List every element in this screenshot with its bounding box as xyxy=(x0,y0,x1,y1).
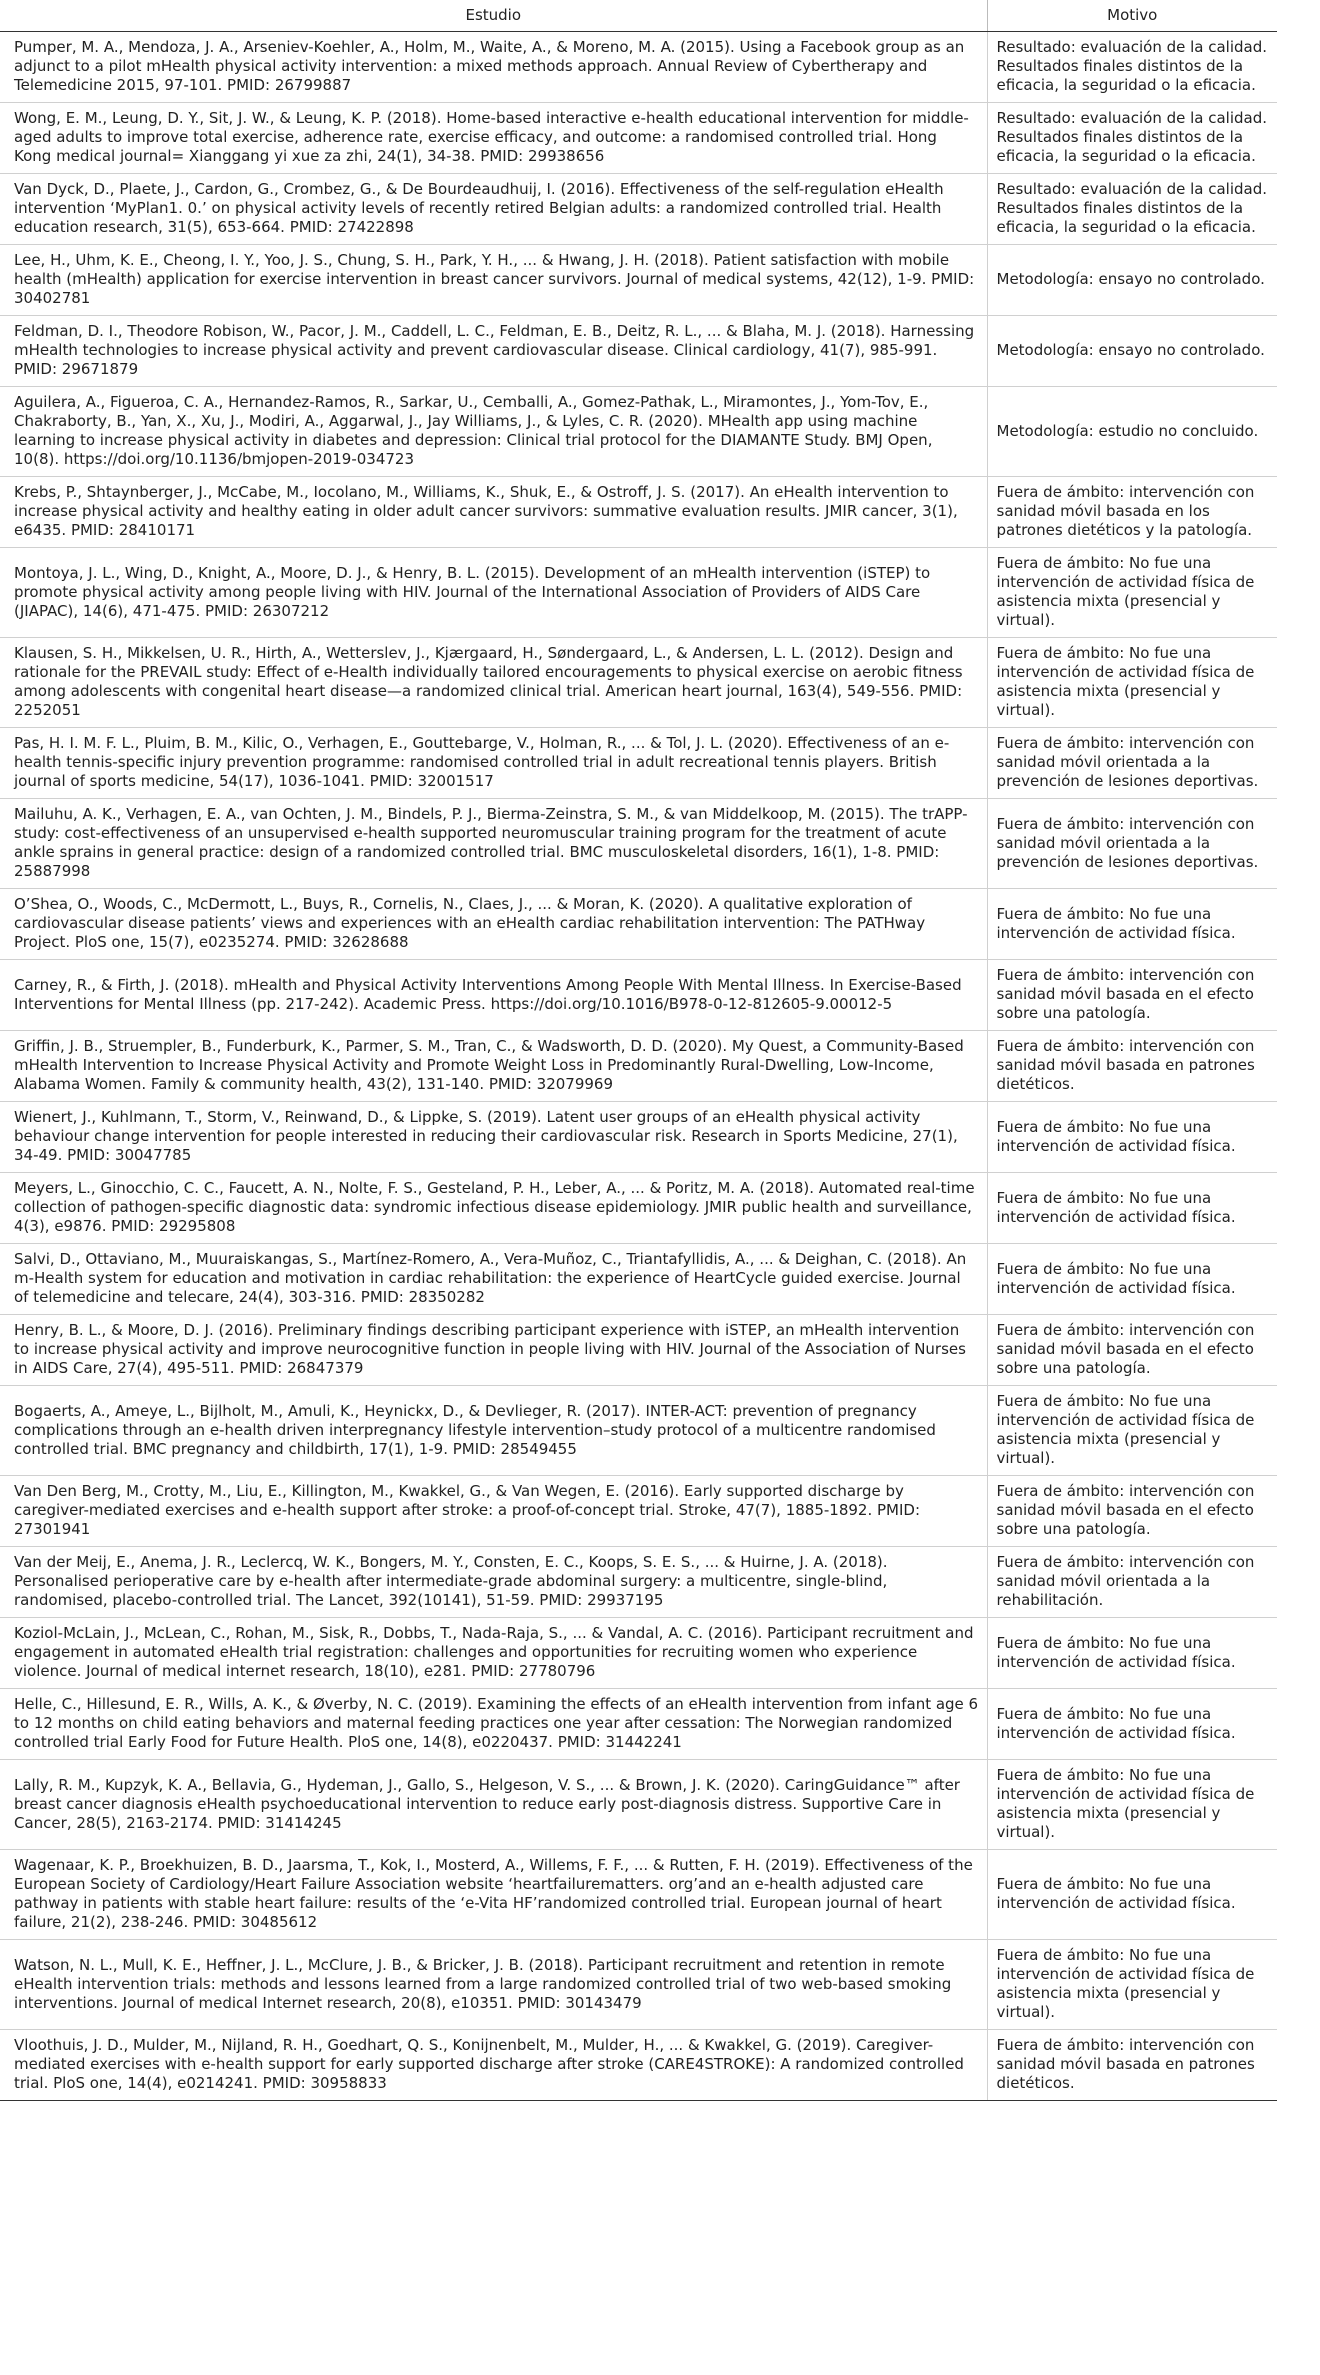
reason-line: Fuera de ámbito: No fue una intervención de actividad física. xyxy=(996,1259,1236,1297)
exclusion-reason xyxy=(987,32,1277,103)
exclusion-reason xyxy=(987,174,1277,245)
table-body xyxy=(0,32,1277,2101)
study-citation: Mailuhu, A. K., Verhagen, E. A., van Ochten, J. M., Bindels, P. J., Bierma-Zeinstra, S. M., & van Middelkoop, M. (2015). The trAPP-study: cost-effectiveness of an unsupervised e-health supported neuromuscular training program for the treatment of acute ankle sprains in general practice: design of a randomized controlled trial. BMC musculoskeletal disorders, 16(1), 1-8. PMID: 25887998 xyxy=(0,799,987,889)
reason-line: Metodología: ensayo no controlado. xyxy=(996,270,1265,288)
reason-line: Fuera de ámbito: intervención con sanidad móvil orientada a la prevención de lesiones deportivas. xyxy=(996,734,1259,790)
reason-line: Fuera de ámbito: intervención con sanidad móvil basada en los patrones dietéticos y la patología. xyxy=(996,483,1255,539)
table-row xyxy=(0,387,1277,477)
study-citation: Krebs, P., Shtaynberger, J., McCabe, M., Iocolano, M., Williams, K., Shuk, E., & Ostroff, J. S. (2017). An eHealth intervention to increase physical activity and healthy eating in older adult cancer survivors: summative evaluation results. JMIR cancer, 3(1), e6435. PMID: 28410171 xyxy=(0,477,987,548)
reason-line: Resultados finales distintos de la eficacia, la seguridad o la eficacia. xyxy=(996,128,1256,165)
exclusion-reason xyxy=(987,1102,1277,1173)
reason-line: Fuera de ámbito: intervención con sanidad móvil orientada a la prevención de lesiones deportivas. xyxy=(996,814,1259,871)
table-row xyxy=(0,1031,1277,1102)
reason-line: Resultado: evaluación de la calidad. xyxy=(996,38,1268,56)
study-citation: Feldman, D. I., Theodore Robison, W., Pacor, J. M., Caddell, L. C., Feldman, E. B., Deitz, R. L., ... & Blaha, M. J. (2018). Harnessing mHealth technologies to increase physical activity and prevent cardiovascular disease. Clinical cardiology, 41(7), 985-991. PMID: 29671879 xyxy=(0,316,987,387)
header-row xyxy=(0,0,1277,32)
reason-line: Metodología: ensayo no controlado. xyxy=(996,341,1265,359)
reason-line: Fuera de ámbito: No fue una intervención de actividad física de asistencia mixta (presencial y virtual). xyxy=(996,1392,1255,1467)
study-citation: Van Dyck, D., Plaete, J., Cardon, G., Crombez, G., & De Bourdeaudhuij, I. (2016). Effectiveness of the self-regulation eHealth intervention ‘MyPlan1. 0.’ on physical activity levels of recently retired Belgian adults: a randomized controlled trial. Health education research, 31(5), 653-664. PMID: 27422898 xyxy=(0,174,987,245)
table-row xyxy=(0,1940,1277,2030)
study-citation: Henry, B. L., & Moore, D. J. (2016). Preliminary findings describing participant experience with iSTEP, an mHealth intervention to increase physical activity and improve neurocognitive function in people living with HIV. Journal of the Association of Nurses in AIDS Care, 27(4), 495-511. PMID: 26847379 xyxy=(0,1315,987,1386)
table-row xyxy=(0,174,1277,245)
table-row xyxy=(0,1476,1277,1547)
study-citation: Van der Meij, E., Anema, J. R., Leclercq, W. K., Bongers, M. Y., Consten, E. C., Koops, S. E. S., ... & Huirne, J. A. (2018). Personalised perioperative care by e-health after intermediate-grade abdominal surgery: a multicentre, single-blind, randomised, placebo-controlled trial. The Lancet, 392(10141), 51-59. PMID: 29937195 xyxy=(0,1547,987,1618)
exclusion-reason xyxy=(987,1760,1277,1850)
table-row xyxy=(0,889,1277,960)
study-citation: Koziol-McLain, J., McLean, C., Rohan, M., Sisk, R., Dobbs, T., Nada-Raja, S., ... & Vandal, A. C. (2016). Participant recruitment and engagement in automated eHealth trial registration: challenges and opportunities for recruiting women who experience violence. Journal of medical internet research, 18(10), e281. PMID: 27780796 xyxy=(0,1618,987,1689)
study-citation: Pumper, M. A., Mendoza, J. A., Arseniev-Koehler, A., Holm, M., Waite, A., & Moreno, M. A. (2015). Using a Facebook group as an adjunct to a pilot mHealth physical activity intervention: a mixed methods approach. Annual Review of Cybertherapy and Telemedicine 2015, 97-101. PMID: 26799887 xyxy=(0,32,987,103)
exclusion-reason xyxy=(987,1850,1277,1940)
table-row xyxy=(0,960,1277,1031)
column-header-reason: Motivo xyxy=(987,0,1277,32)
exclusion-reason xyxy=(987,1547,1277,1618)
table-row xyxy=(0,1760,1277,1850)
reason-line: Fuera de ámbito: No fue una intervención de actividad física. xyxy=(996,1875,1236,1912)
reason-line: Metodología: estudio no concluido. xyxy=(996,421,1259,440)
table-row xyxy=(0,638,1277,728)
exclusion-reason xyxy=(987,728,1277,799)
reason-line: Resultado: evaluación de la calidad. xyxy=(996,180,1268,198)
exclusion-reason xyxy=(987,638,1277,728)
study-citation: O’Shea, O., Woods, C., McDermott, L., Buys, R., Cornelis, N., Claes, J., ... & Moran, K. (2020). A qualitative exploration of cardiovascular disease patients’ views and experiences with an eHealth cardiac rehabilitation intervention: The PATHway Project. PloS one, 15(7), e0235274. PMID: 32628688 xyxy=(0,889,987,960)
exclusion-reason xyxy=(987,477,1277,548)
table-row xyxy=(0,1102,1277,1173)
table-row xyxy=(0,245,1277,316)
reason-line: Fuera de ámbito: No fue una intervención de actividad física de asistencia mixta (presencial y virtual). xyxy=(996,554,1255,629)
exclusion-reason xyxy=(987,1386,1277,1476)
study-citation: Montoya, J. L., Wing, D., Knight, A., Moore, D. J., & Henry, B. L. (2015). Development of an mHealth intervention (iSTEP) to promote physical activity among people living with HIV. Journal of the International Association of Providers of AIDS Care (JIAPAC), 14(6), 471-475. PMID: 26307212 xyxy=(0,548,987,638)
table-row xyxy=(0,1547,1277,1618)
study-citation: Van Den Berg, M., Crotty, M., Liu, E., Killington, M., Kwakkel, G., & Van Wegen, E. (2016). Early supported discharge by caregiver-mediated exercises and e-health support after stroke: a proof-of-concept trial. Stroke, 47(7), 1885-1892. PMID: 27301941 xyxy=(0,1476,987,1547)
study-citation: Klausen, S. H., Mikkelsen, U. R., Hirth, A., Wetterslev, J., Kjærgaard, H., Søndergaard, L., & Andersen, L. L. (2012). Design and rationale for the PREVAIL study: Effect of e-Health individually tailored encouragements to physical exercise on aerobic fitness among adolescents with congenital heart disease—a randomized clinical trial. American heart journal, 163(4), 549-556. PMID: 2252051 xyxy=(0,638,987,728)
study-citation: Lally, R. M., Kupzyk, K. A., Bellavia, G., Hydeman, J., Gallo, S., Helgeson, V. S., ... & Brown, J. K. (2020). CaringGuidance™ after breast cancer diagnosis eHealth psychoeducational intervention to reduce early post-diagnosis distress. Supportive Care in Cancer, 28(5), 2163-2174. PMID: 31414245 xyxy=(0,1760,987,1850)
table-row xyxy=(0,32,1277,103)
table-row xyxy=(0,316,1277,387)
exclusion-reason xyxy=(987,103,1277,174)
exclusion-reason xyxy=(987,1031,1277,1102)
table-row xyxy=(0,1173,1277,1244)
table-row xyxy=(0,103,1277,174)
study-citation: Wong, E. M., Leung, D. Y., Sit, J. W., & Leung, K. P. (2018). Home-based interactive e-health educational intervention for middle-aged adults to improve total exercise, adherence rate, exercise efficacy, and outcome: a randomised controlled trial. Hong Kong medical journal= Xianggang yi xue za zhi, 24(1), 34-38. PMID: 29938656 xyxy=(0,103,987,174)
study-citation: Meyers, L., Ginocchio, C. C., Faucett, A. N., Nolte, F. S., Gesteland, P. H., Leber, A., ... & Poritz, M. A. (2018). Automated real-time collection of pathogen-specific diagnostic data: syndromic infectious disease epidemiology. JMIR public health and surveillance, 4(3), e9876. PMID: 29295808 xyxy=(0,1173,987,1244)
study-citation: Salvi, D., Ottaviano, M., Muuraiskangas, S., Martínez-Romero, A., Vera-Muñoz, C., Triantafyllidis, A., ... & Deighan, C. (2018). An m-Health system for education and motivation in cardiac rehabilitation: the experience of HeartCycle guided exercise. Journal of telemedicine and telecare, 24(4), 303-316. PMID: 28350282 xyxy=(0,1244,987,1315)
reason-line: Fuera de ámbito: intervención con sanidad móvil orientada a la rehabilitación. xyxy=(996,1553,1255,1609)
study-citation: Griffin, J. B., Struempler, B., Funderburk, K., Parmer, S. M., Tran, C., & Wadsworth, D. D. (2020). My Quest, a Community-Based mHealth Intervention to Increase Physical Activity and Promote Weight Loss in Predominantly Rural-Dwelling, Low-Income, Alabama Women. Family & community health, 43(2), 131-140. PMID: 32079969 xyxy=(0,1031,987,1102)
study-citation: Aguilera, A., Figueroa, C. A., Hernandez-Ramos, R., Sarkar, U., Cemballi, A., Gomez-Pathak, L., Miramontes, J., Yom-Tov, E., Chakraborty, B., Yan, X., Xu, J., Modiri, A., Aggarwal, J., Jay Williams, J., & Lyles, C. R. (2020). MHealth app using machine learning to increase physical activity in diabetes and depression: Clinical trial protocol for the DIAMANTE Study. BMJ Open, 10(8). https://doi.org/10.1136/bmjopen-2019-034723 xyxy=(0,387,987,477)
table-row xyxy=(0,799,1277,889)
exclusion-reason xyxy=(987,1618,1277,1689)
table-row xyxy=(0,1618,1277,1689)
study-citation: Vloothuis, J. D., Mulder, M., Nijland, R. H., Goedhart, Q. S., Konijnenbelt, M., Mulder, H., ... & Kwakkel, G. (2019). Caregiver-mediated exercises with e-health support for early supported discharge after stroke (CARE4STROKE): A randomized controlled trial. PloS one, 14(4), e0214241. PMID: 30958833 xyxy=(0,2030,987,2101)
table-row xyxy=(0,1315,1277,1386)
exclusion-reason xyxy=(987,2030,1277,2101)
exclusion-reason xyxy=(987,889,1277,960)
study-citation: Helle, C., Hillesund, E. R., Wills, A. K., & Øverby, N. C. (2019). Examining the effects of an eHealth intervention from infant age 6 to 12 months on child eating behaviors and maternal feeding practices one year after cessation: The Norwegian randomized controlled trial Early Food for Future Health. PloS one, 14(8), e0220437. PMID: 31442241 xyxy=(0,1689,987,1760)
reason-line: Fuera de ámbito: intervención con sanidad móvil basada en el efecto sobre una patología. xyxy=(996,1482,1255,1538)
exclusion-reason xyxy=(987,1689,1277,1760)
exclusion-reason xyxy=(987,960,1277,1031)
reason-line: Fuera de ámbito: intervención con sanidad móvil basada en el efecto sobre una patología. xyxy=(996,966,1255,1022)
exclusion-reason xyxy=(987,1940,1277,2030)
table-row xyxy=(0,2030,1277,2101)
reason-line: Resultados finales distintos de la eficacia, la seguridad o la eficacia. xyxy=(996,199,1256,236)
reason-line: Fuera de ámbito: No fue una intervención de actividad física. xyxy=(996,1188,1236,1226)
table-row xyxy=(0,728,1277,799)
exclusion-reason xyxy=(987,548,1277,638)
exclusion-reason xyxy=(987,799,1277,889)
reason-line: Fuera de ámbito: intervención con sanidad móvil basada en el efecto sobre una patología. xyxy=(996,1321,1255,1377)
reason-line: Fuera de ámbito: No fue una intervención de actividad física. xyxy=(996,1117,1236,1155)
reason-line: Fuera de ámbito: No fue una intervención de actividad física de asistencia mixta (presencial y virtual). xyxy=(996,1766,1255,1841)
table-row xyxy=(0,548,1277,638)
reason-line: Resultado: evaluación de la calidad. xyxy=(996,109,1268,127)
study-citation: Pas, H. I. M. F. L., Pluim, B. M., Kilic, O., Verhagen, E., Gouttebarge, V., Holman, R., ... & Tol, J. L. (2020). Effectiveness of an e-health tennis-specific injury prevention programme: randomised controlled trial in adult recreational tennis players. British journal of sports medicine, 54(17), 1036-1041. PMID: 32001517 xyxy=(0,728,987,799)
study-citation: Carney, R., & Firth, J. (2018). mHealth and Physical Activity Interventions Among People With Mental Illness. In Exercise-Based Interventions for Mental Illness (pp. 217-242). Academic Press. https://doi.org/10.1016/B978-0-12-812605-9.00012-5 xyxy=(0,960,987,1031)
study-citation: Wienert, J., Kuhlmann, T., Storm, V., Reinwand, D., & Lippke, S. (2019). Latent user groups of an eHealth physical activity behaviour change intervention for people interested in reducing their cardiovascular risk. Research in Sports Medicine, 27(1), 34-49. PMID: 30047785 xyxy=(0,1102,987,1173)
reason-line: Fuera de ámbito: No fue una intervención de actividad física. xyxy=(996,1633,1236,1671)
exclusion-reason xyxy=(987,1476,1277,1547)
column-header-study: Estudio xyxy=(0,0,987,32)
reason-line: Fuera de ámbito: intervención con sanidad móvil basada en patrones dietéticos. xyxy=(996,1037,1255,1093)
table-row xyxy=(0,1386,1277,1476)
reason-line: Fuera de ámbito: No fue una intervención de actividad física. xyxy=(996,1704,1236,1742)
exclusion-reason xyxy=(987,316,1277,387)
exclusion-reason xyxy=(987,1315,1277,1386)
table-row xyxy=(0,1689,1277,1760)
table-row xyxy=(0,1244,1277,1315)
reason-line: Fuera de ámbito: No fue una intervención de actividad física de asistencia mixta (presencial y virtual). xyxy=(996,1946,1255,2021)
study-citation: Watson, N. L., Mull, K. E., Heffner, J. L., McClure, J. B., & Bricker, J. B. (2018). Participant recruitment and retention in remote eHealth intervention trials: methods and lessons learned from a large randomized controlled trial of two web-based smoking interventions. Journal of medical Internet research, 20(8), e10351. PMID: 30143479 xyxy=(0,1940,987,2030)
exclusion-reason xyxy=(987,245,1277,316)
study-citation: Bogaerts, A., Ameye, L., Bijlholt, M., Amuli, K., Heynickx, D., & Devlieger, R. (2017). INTER-ACT: prevention of pregnancy complications through an e-health driven interpregnancy lifestyle intervention–study protocol of a multicentre randomised controlled trial. BMC pregnancy and childbirth, 17(1), 1-9. PMID: 28549455 xyxy=(0,1386,987,1476)
reason-line: Fuera de ámbito: No fue una intervención de actividad física. xyxy=(996,904,1236,942)
exclusion-reason xyxy=(987,1244,1277,1315)
exclusion-reason xyxy=(987,1173,1277,1244)
table-row xyxy=(0,477,1277,548)
reason-line: Fuera de ámbito: intervención con sanidad móvil basada en patrones dietéticos. xyxy=(996,2036,1255,2092)
table-row xyxy=(0,1850,1277,1940)
reason-line: Fuera de ámbito: No fue una intervención de actividad física de asistencia mixta (presencial y virtual). xyxy=(996,644,1255,719)
reason-line: Resultados finales distintos de la eficacia, la seguridad o la eficacia. xyxy=(996,57,1256,94)
study-citation: Lee, H., Uhm, K. E., Cheong, I. Y., Yoo, J. S., Chung, S. H., Park, Y. H., ... & Hwang, J. H. (2018). Patient satisfaction with mobile health (mHealth) application for exercise intervention in breast cancer survivors. Journal of medical systems, 42(12), 1-9. PMID: 30402781 xyxy=(0,245,987,316)
exclusion-reason xyxy=(987,387,1277,477)
study-citation: Wagenaar, K. P., Broekhuizen, B. D., Jaarsma, T., Kok, I., Mosterd, A., Willems, F. F., ... & Rutten, F. H. (2019). Effectiveness of the European Society of Cardiology/Heart Failure Association website ‘heartfailurematters. org’and an e-health adjusted care pathway in patients with stable heart failure: results of the ‘e-Vita HF’randomized controlled trial. European journal of heart failure, 21(2), 238-246. PMID: 30485612 xyxy=(0,1850,987,1940)
